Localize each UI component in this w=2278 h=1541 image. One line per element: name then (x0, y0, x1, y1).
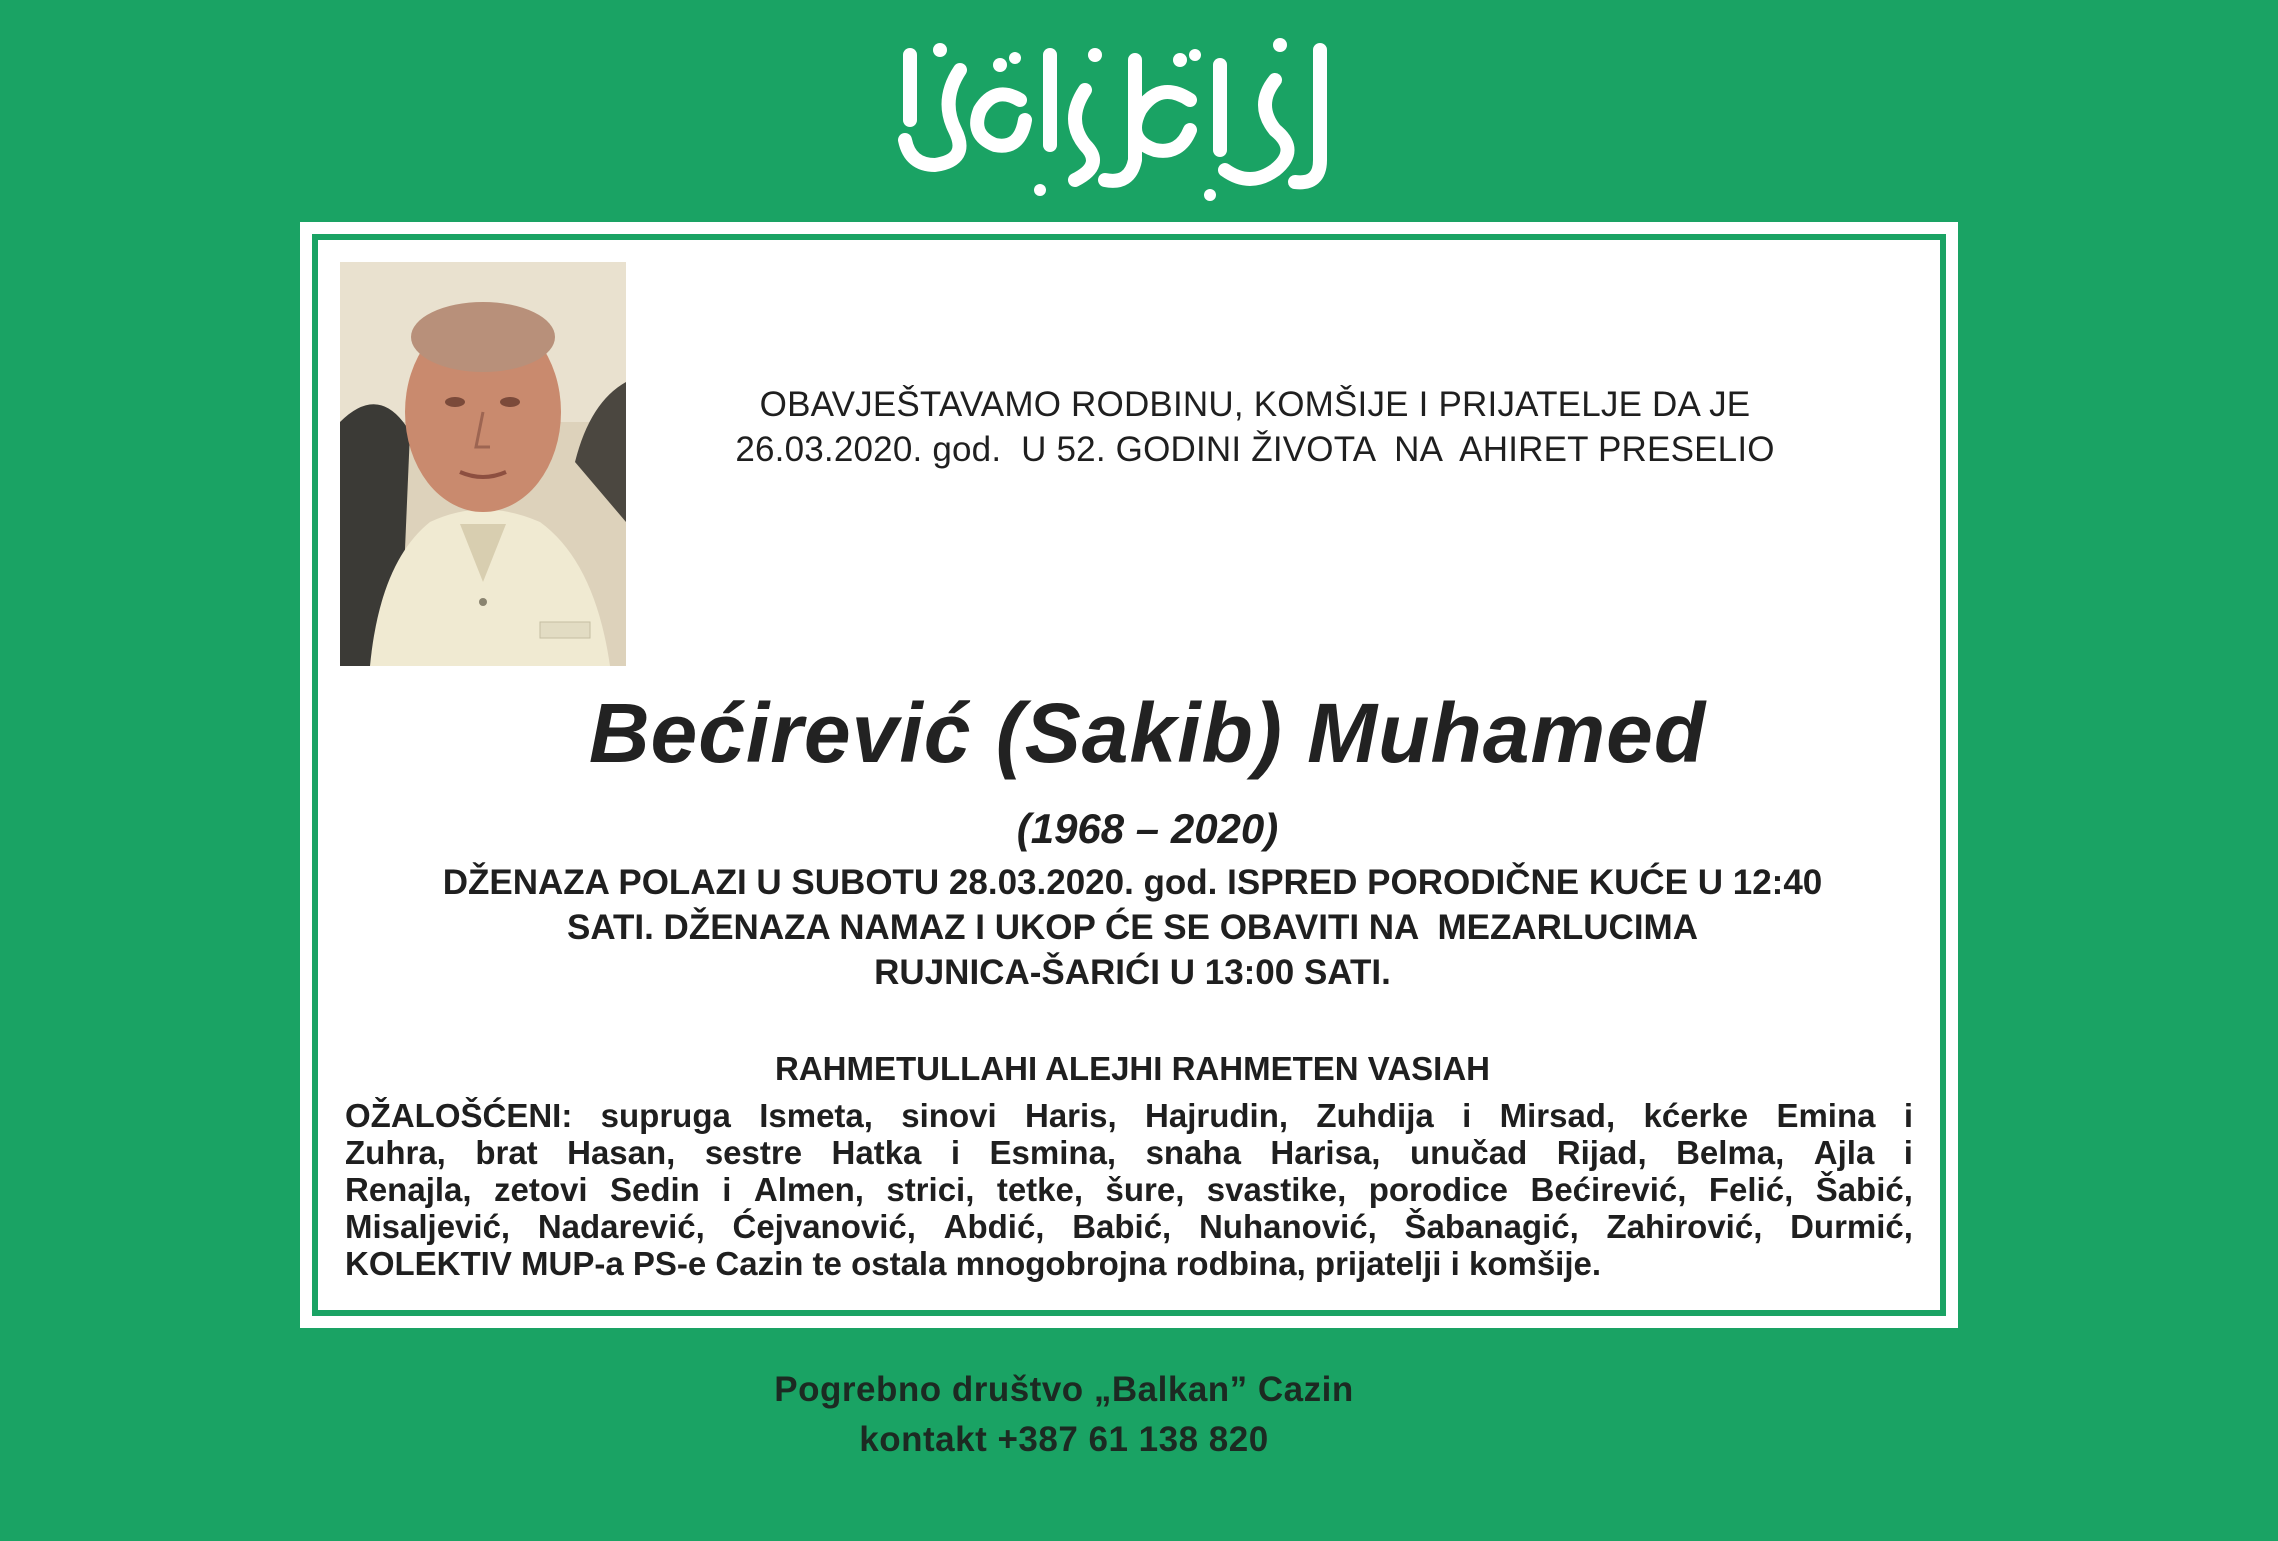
funeral-line: DŽENAZA POLAZI U SUBOTU 28.03.2020. god. ISPRED PORODIČNE KUĆE U 12:40 (442, 863, 1823, 902)
mourners-word: Ismeta, (759, 1097, 873, 1134)
mourners-word: Nadarević, (537, 1208, 705, 1245)
mourners-word: unučad (1409, 1134, 1528, 1171)
funeral-line: RUJNICA-ŠARIĆI U 13:00 SATI. (874, 953, 1391, 992)
deceased-photo (340, 262, 626, 666)
mourners-word: Belma, (1676, 1134, 1785, 1171)
deceased-name: Bećirević (Sakib) Muhamed (588, 686, 1707, 780)
mourners-word: šure, (1105, 1171, 1185, 1208)
mourners-line (345, 1208, 1913, 1245)
mourners-word: Zuhra, (345, 1134, 446, 1171)
mourners-word: zetovi (494, 1171, 588, 1208)
mourners-word: Mirsad, (1499, 1097, 1616, 1134)
funeral-details (340, 860, 1925, 995)
mourners-word: Almen, (753, 1171, 864, 1208)
intro-line: 26.03.2020. god. U 52. GODINI ŽIVOTA NA AHIRET PRESELIO (735, 430, 1775, 469)
mourners-word: Durmić, (1790, 1208, 1913, 1245)
mourners-word: Harisa, (1270, 1134, 1381, 1171)
mourners-word: Misaljević, (345, 1208, 511, 1245)
mourners-word: Zahirović, (1606, 1208, 1763, 1245)
mourners-word: brat (475, 1134, 538, 1171)
mourners-word: Zuhdija (1316, 1097, 1434, 1134)
mourners-word: porodice (1368, 1171, 1509, 1208)
life-years: (1968 – 2020) (1016, 805, 1279, 852)
mourners-line: KOLEKTIV MUP-a PS-e Cazin te ostala mnogobrojna rodbina, prijatelji i komšije. (345, 1245, 1602, 1282)
mourners-word: supruga (600, 1097, 731, 1134)
mourners-word: svastike, (1206, 1171, 1347, 1208)
mourners-word: Felić, (1708, 1171, 1794, 1208)
mourners-word: i (722, 1171, 732, 1208)
mourners-word: Ajla (1813, 1134, 1875, 1171)
mourners-word: Šabanagić, (1404, 1208, 1579, 1245)
contact-phone: kontakt +387 61 138 820 (859, 1420, 1269, 1459)
mourners-word: i (1903, 1097, 1913, 1134)
mourners-word: Hasan, (567, 1134, 676, 1171)
mourners-word: i (1903, 1134, 1913, 1171)
mourners-line (345, 1171, 1913, 1208)
calligraphy-header (880, 10, 1360, 220)
mourners-word: tetke, (996, 1171, 1084, 1208)
mourners-word: Šabić, (1815, 1171, 1913, 1208)
mourners-word: Ćejvanović, (732, 1208, 916, 1245)
mourners-word: Bećirević, (1530, 1171, 1687, 1208)
funeral-line: SATI. DŽENAZA NAMAZ I UKOP ĆE SE OBAVITI NA MEZARLUCIMA (566, 908, 1698, 947)
mourners-line (345, 1134, 1913, 1171)
mourners-word: sestre (704, 1134, 803, 1171)
mourners-word: OŽALOŠĆENI: (345, 1097, 573, 1134)
mourners-word: Babić, (1072, 1208, 1172, 1245)
mourners-word: i (950, 1134, 961, 1171)
mourners-word: Sedin (609, 1171, 700, 1208)
funeral-company: Pogrebno društvo „Balkan” Cazin (774, 1370, 1354, 1409)
mourners-word: kćerke (1643, 1097, 1749, 1134)
prayer-text: RAHMETULLAHI ALEJHI RAHMETEN VASIAH (775, 1050, 1490, 1087)
mourners-word: Haris, (1024, 1097, 1117, 1134)
mourners-word: Hajrudin, (1145, 1097, 1289, 1134)
mourners-word: Renajla, (345, 1171, 472, 1208)
mourners-word: sinovi (901, 1097, 997, 1134)
calligraphy-icon (880, 10, 1360, 220)
mourners-word: strici, (886, 1171, 975, 1208)
mourners-word: snaha (1145, 1134, 1241, 1171)
mourners-word: Emina (1776, 1097, 1876, 1134)
intro-line: OBAVJEŠTAVAMO RODBINU, KOMŠIJE I PRIJATELJE DA JE (759, 385, 1751, 424)
mourners-word: Rijad, (1556, 1134, 1647, 1171)
mourners-list (345, 1097, 1913, 1282)
mourners-line (345, 1097, 1913, 1134)
mourners-word: Nuhanović, (1198, 1208, 1377, 1245)
mourners-word: i (1462, 1097, 1472, 1134)
mourners-word: Esmina, (989, 1134, 1117, 1171)
mourners-word: Abdić, (943, 1208, 1045, 1245)
mourners-word: Hatka (831, 1134, 922, 1171)
intro-text (630, 382, 1880, 472)
